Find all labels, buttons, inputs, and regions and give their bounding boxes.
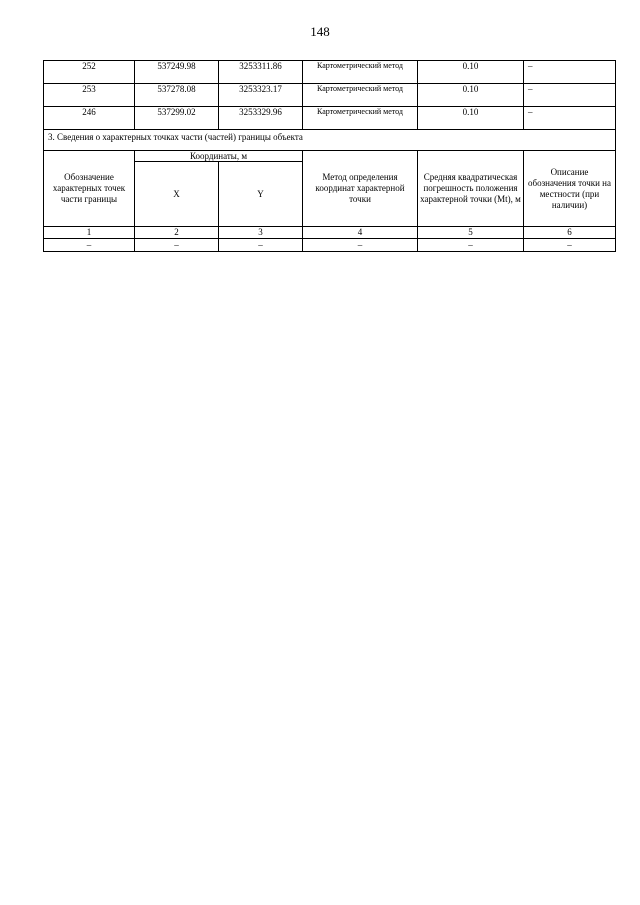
point-id: 246 (44, 107, 135, 130)
coord-y: 3253323.17 (219, 84, 303, 107)
column-number: 1 (44, 227, 135, 239)
coord-y: 3253329.96 (219, 107, 303, 130)
column-number: 2 (135, 227, 219, 239)
coord-x: 537278.08 (135, 84, 219, 107)
header-coordinates: Координаты, м (135, 151, 303, 162)
empty-cell: – (219, 239, 303, 252)
table-row (44, 107, 616, 130)
point-id: 252 (44, 61, 135, 84)
table-row (44, 84, 616, 107)
empty-cell: – (135, 239, 219, 252)
method: Картометрический метод (303, 84, 418, 107)
method: Картометрический метод (303, 61, 418, 84)
column-numbers-row (44, 227, 616, 239)
header-accuracy: Средняя квадратическая погрешность положения характерной точки (Мt), м (418, 151, 524, 227)
description: – (524, 61, 616, 84)
column-number: 3 (219, 227, 303, 239)
table-row (44, 239, 616, 252)
description: – (524, 107, 616, 130)
accuracy: 0.10 (418, 84, 524, 107)
column-number: 6 (524, 227, 616, 239)
coord-x: 537299.02 (135, 107, 219, 130)
header-designation: Обозначение характерных точек части границы (44, 151, 135, 227)
coord-y: 3253311.86 (219, 61, 303, 84)
description: – (524, 84, 616, 107)
accuracy: 0.10 (418, 107, 524, 130)
table-row (44, 61, 616, 84)
empty-cell: – (524, 239, 616, 252)
header-x: X (135, 162, 219, 227)
section-row (44, 130, 616, 151)
empty-cell: – (303, 239, 418, 252)
section-title: 3. Сведения о характерных точках части (частей) границы объекта (44, 130, 616, 151)
accuracy: 0.10 (418, 61, 524, 84)
header-method: Метод определения координат характерной точки (303, 151, 418, 227)
boundary-points-table (43, 60, 616, 252)
point-id: 253 (44, 84, 135, 107)
coord-x: 537249.98 (135, 61, 219, 84)
header-row (44, 151, 616, 162)
empty-cell: – (418, 239, 524, 252)
column-number: 5 (418, 227, 524, 239)
page-number: 148 (310, 24, 330, 39)
column-number: 4 (303, 227, 418, 239)
empty-cell: – (44, 239, 135, 252)
header-description: Описание обозначения точки на местности (при наличии) (524, 151, 616, 227)
header-y: Y (219, 162, 303, 227)
method: Картометрический метод (303, 107, 418, 130)
